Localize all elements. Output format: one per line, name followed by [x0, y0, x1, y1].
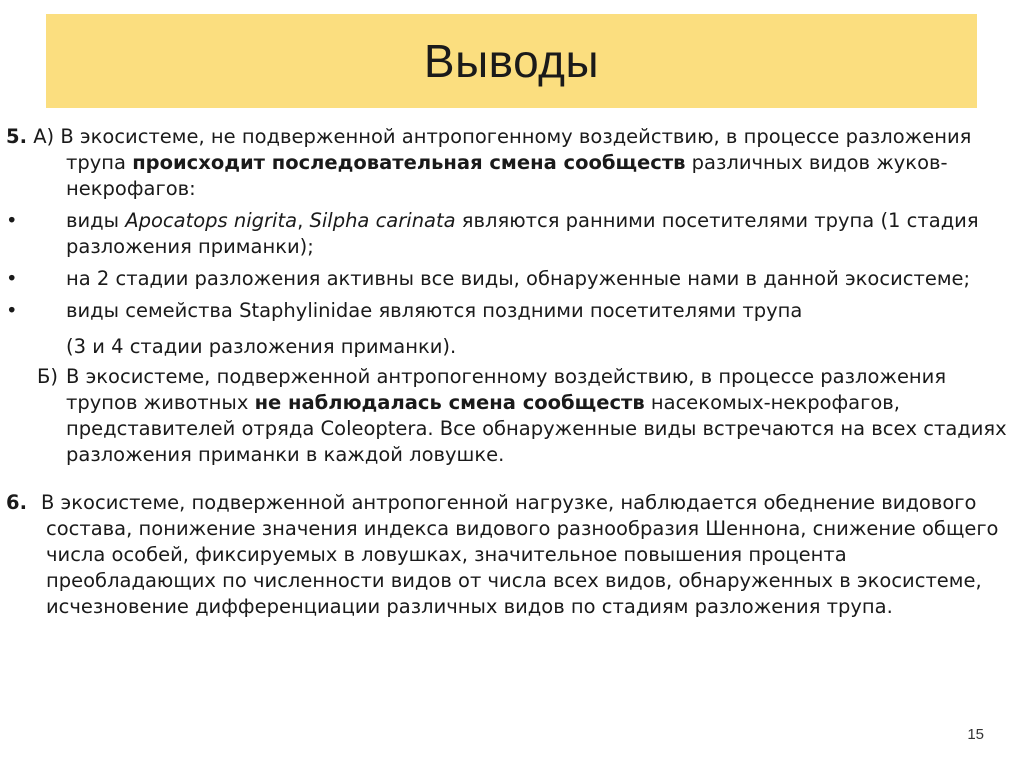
part-b-label: Б) [37, 365, 58, 388]
slide-title: Выводы [423, 35, 600, 87]
bullet-text: на 2 стадии разложения активны все виды, обнаруженные нами в данной экосистеме; [66, 267, 971, 290]
bullet-line: (3 и 4 стадии разложения приманки). [66, 335, 457, 358]
part-b-text-1: В экосистеме, подверженной антропогенному воздействию, в процессе разложения трупов животных [66, 365, 947, 414]
bullet-item [6, 208, 1016, 260]
bullet-marker: • [6, 267, 18, 290]
bullet-text [66, 208, 1016, 260]
conclusion-5-part-a [6, 124, 1016, 202]
title-banner [46, 14, 977, 108]
page-number: 15 [967, 726, 984, 743]
slide-body [6, 124, 1016, 620]
bullet-marker: • [6, 209, 18, 232]
conclusion-6-number: 6. [6, 491, 27, 514]
conclusion-5-number: 5. [6, 125, 27, 148]
bullet-text [66, 298, 1016, 360]
conclusion-5-part-b [6, 364, 1016, 468]
part-a-text-1: В экосистеме, не подверженной антропогенному воздействию, в процессе разложения трупа [54, 125, 972, 174]
part-b-text-2: насекомых-некрофагов, представителей отряда Coleoptera. Все обнаруженные виды встречаются на всех стадиях разложения приманки в каждой ловушке. [66, 391, 1007, 466]
conclusion-6 [6, 490, 1016, 620]
part-b-text [66, 364, 1016, 468]
bullet-item [6, 298, 1016, 360]
conclusion-6-text: В экосистеме, подверженной антропогенной нагрузке, наблюдается обеднение видового состава, понижение значения индекса видового разнообразия Шеннона, снижение общего числа особей, фиксируемых в ловушках, значительное повышения процента преобладающих по численности видов от числа всех видов, обнаруженных в экосистеме, исчезновение дифференциации различных видов по стадиям разложения трупа. [40, 491, 999, 618]
part-a-text-2: различных видов жуков-некрофагов: [66, 151, 948, 200]
bullet-marker: • [6, 299, 18, 322]
species-name: Silpha carinata [309, 209, 456, 232]
bullet-text-post: являются ранними посетителями трупа (1 стадия разложения приманки); [66, 209, 979, 258]
bullet-text-sep: , [297, 209, 310, 232]
part-b-text-bold: не наблюдалась смена сообществ [254, 391, 645, 414]
part-a-text-bold: происходит последовательная смена сообществ [132, 151, 686, 174]
part-a-label: А) [33, 125, 55, 148]
bullet-line: виды семейства Staphylinidae являются поздними посетителями трупа [66, 299, 803, 322]
bullet-item [6, 266, 1016, 292]
bullet-text-pre: виды [66, 209, 126, 232]
species-name: Apocatops nigrita [125, 209, 298, 232]
